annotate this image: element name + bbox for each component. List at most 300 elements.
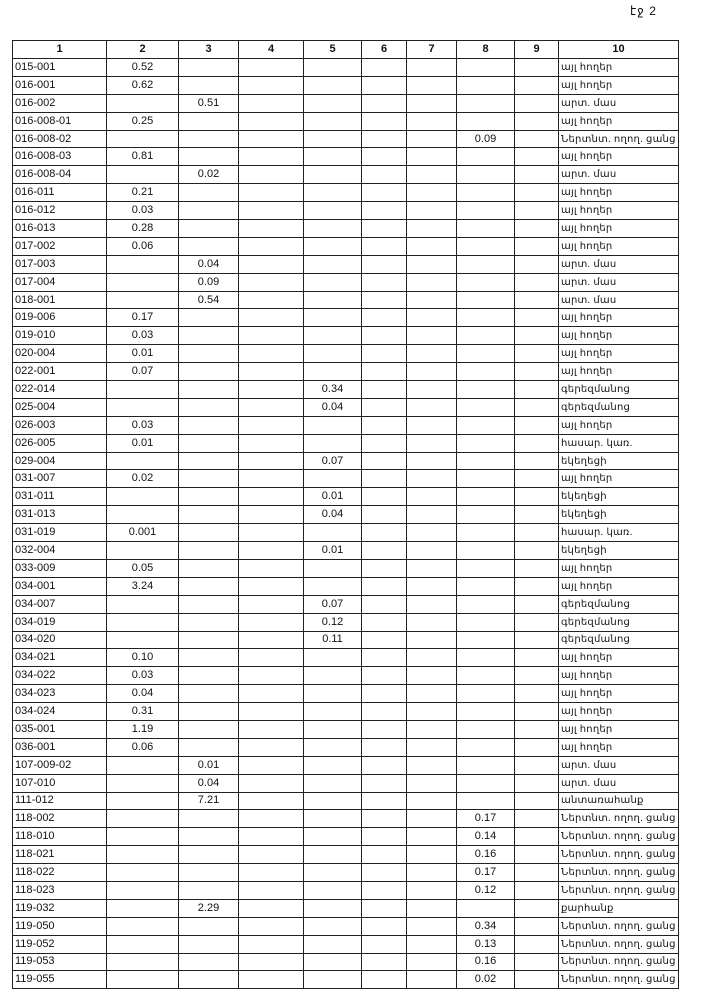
area-value-cell xyxy=(239,273,304,291)
area-value-cell xyxy=(304,237,362,255)
area-value-cell xyxy=(179,846,239,864)
land-type-cell: այլ հողեր xyxy=(559,363,679,381)
area-value-cell xyxy=(407,273,457,291)
parcel-code-cell: 032-004 xyxy=(13,542,107,560)
area-value-cell: 0.16 xyxy=(457,953,515,971)
area-value-cell xyxy=(239,524,304,542)
table-row xyxy=(13,94,679,112)
table-row xyxy=(13,881,679,899)
parcel-code-cell: 119-052 xyxy=(13,935,107,953)
area-value-cell xyxy=(407,506,457,524)
area-value-cell xyxy=(407,667,457,685)
area-value-cell xyxy=(457,488,515,506)
area-value-cell xyxy=(362,971,407,989)
parcel-code-cell: 017-004 xyxy=(13,273,107,291)
land-type-cell: այլ հողեր xyxy=(559,309,679,327)
area-value-cell xyxy=(457,327,515,345)
area-value-cell xyxy=(362,953,407,971)
table-row xyxy=(13,398,679,416)
area-value-cell xyxy=(515,577,559,595)
area-value-cell xyxy=(107,953,179,971)
area-value-cell xyxy=(457,756,515,774)
area-value-cell xyxy=(362,452,407,470)
table-row xyxy=(13,792,679,810)
area-value-cell xyxy=(362,685,407,703)
area-value-cell xyxy=(239,917,304,935)
area-value-cell xyxy=(407,112,457,130)
land-type-cell: այլ հողեր xyxy=(559,76,679,94)
area-value-cell xyxy=(239,184,304,202)
area-value-cell xyxy=(179,524,239,542)
area-value-cell xyxy=(107,166,179,184)
area-value-cell xyxy=(304,363,362,381)
table-row xyxy=(13,756,679,774)
table-row xyxy=(13,202,679,220)
area-value-cell xyxy=(179,130,239,148)
land-type-cell: Ներտնտ. ողող. ցանց xyxy=(559,971,679,989)
area-value-cell xyxy=(362,59,407,77)
area-value-cell xyxy=(457,202,515,220)
area-value-cell xyxy=(515,398,559,416)
area-value-cell xyxy=(362,631,407,649)
area-value-cell xyxy=(362,345,407,363)
table-row xyxy=(13,363,679,381)
area-value-cell xyxy=(407,434,457,452)
area-value-cell xyxy=(107,381,179,399)
area-value-cell xyxy=(407,971,457,989)
area-value-cell xyxy=(515,542,559,560)
area-value-cell xyxy=(515,327,559,345)
area-value-cell xyxy=(107,917,179,935)
area-value-cell xyxy=(457,792,515,810)
area-value-cell xyxy=(457,542,515,560)
parcel-code-cell: 015-001 xyxy=(13,59,107,77)
area-value-cell xyxy=(362,381,407,399)
area-value-cell xyxy=(107,94,179,112)
area-value-cell xyxy=(304,130,362,148)
area-value-cell xyxy=(457,577,515,595)
area-value-cell xyxy=(304,917,362,935)
area-value-cell xyxy=(407,255,457,273)
area-value-cell: 0.10 xyxy=(107,649,179,667)
area-value-cell xyxy=(239,756,304,774)
area-value-cell: 2.29 xyxy=(179,899,239,917)
area-value-cell: 0.11 xyxy=(304,631,362,649)
land-type-cell: քարհանք xyxy=(559,899,679,917)
area-value-cell xyxy=(362,202,407,220)
area-value-cell xyxy=(457,220,515,238)
table-row xyxy=(13,613,679,631)
area-value-cell xyxy=(515,971,559,989)
parcel-code-cell: 031-007 xyxy=(13,470,107,488)
area-value-cell xyxy=(407,595,457,613)
area-value-cell xyxy=(239,416,304,434)
land-type-cell: անտառահանք xyxy=(559,792,679,810)
parcel-code-cell: 118-021 xyxy=(13,846,107,864)
area-value-cell xyxy=(239,398,304,416)
land-type-cell: Ներտնտ. ողող. ցանց xyxy=(559,130,679,148)
area-value-cell xyxy=(239,864,304,882)
area-value-cell xyxy=(407,792,457,810)
area-value-cell xyxy=(239,577,304,595)
table-row xyxy=(13,381,679,399)
area-value-cell xyxy=(107,291,179,309)
area-value-cell xyxy=(362,846,407,864)
area-value-cell xyxy=(362,488,407,506)
area-value-cell xyxy=(457,452,515,470)
land-type-cell: Ներտնտ. ողող. ցանց xyxy=(559,917,679,935)
area-value-cell xyxy=(304,667,362,685)
parcel-code-cell: 118-010 xyxy=(13,828,107,846)
land-parcel-table xyxy=(12,40,679,989)
area-value-cell xyxy=(179,703,239,721)
area-value-cell: 0.01 xyxy=(107,434,179,452)
area-value-cell xyxy=(239,506,304,524)
parcel-code-cell: 118-023 xyxy=(13,881,107,899)
column-header-4: 4 xyxy=(239,41,304,59)
area-value-cell xyxy=(179,76,239,94)
area-value-cell xyxy=(515,273,559,291)
area-value-cell xyxy=(304,703,362,721)
area-value-cell xyxy=(457,703,515,721)
land-type-cell: Ներտնտ. ողող. ցանց xyxy=(559,953,679,971)
area-value-cell xyxy=(457,94,515,112)
area-value-cell xyxy=(107,846,179,864)
land-type-cell: այլ հողեր xyxy=(559,577,679,595)
parcel-code-cell: 022-001 xyxy=(13,363,107,381)
table-row xyxy=(13,738,679,756)
area-value-cell xyxy=(457,166,515,184)
area-value-cell xyxy=(179,398,239,416)
area-value-cell xyxy=(304,864,362,882)
land-type-cell: Ներտնտ. ողող. ցանց xyxy=(559,828,679,846)
area-value-cell xyxy=(107,864,179,882)
area-value-cell xyxy=(515,309,559,327)
area-value-cell xyxy=(515,703,559,721)
table-row xyxy=(13,59,679,77)
area-value-cell: 0.05 xyxy=(107,559,179,577)
area-value-cell xyxy=(179,202,239,220)
table-row xyxy=(13,184,679,202)
land-type-cell: հասար. կառ. xyxy=(559,434,679,452)
area-value-cell xyxy=(515,846,559,864)
area-value-cell xyxy=(239,470,304,488)
area-value-cell xyxy=(362,112,407,130)
area-value-cell xyxy=(407,953,457,971)
area-value-cell xyxy=(515,738,559,756)
area-value-cell xyxy=(407,577,457,595)
area-value-cell xyxy=(407,398,457,416)
area-value-cell xyxy=(515,470,559,488)
land-type-cell: եկեղեցի xyxy=(559,452,679,470)
area-value-cell xyxy=(239,613,304,631)
parcel-code-cell: 119-050 xyxy=(13,917,107,935)
column-header-2: 2 xyxy=(107,41,179,59)
table-row xyxy=(13,846,679,864)
area-value-cell xyxy=(239,685,304,703)
area-value-cell: 0.13 xyxy=(457,935,515,953)
area-value-cell: 7.21 xyxy=(179,792,239,810)
land-type-cell: արտ. մաս xyxy=(559,291,679,309)
area-value-cell xyxy=(457,398,515,416)
area-value-cell xyxy=(407,899,457,917)
area-value-cell xyxy=(457,255,515,273)
parcel-code-cell: 034-007 xyxy=(13,595,107,613)
land-type-cell: Ներտնտ. ողող. ցանց xyxy=(559,881,679,899)
area-value-cell xyxy=(239,595,304,613)
area-value-cell xyxy=(457,613,515,631)
land-type-cell: այլ հողեր xyxy=(559,416,679,434)
area-value-cell: 0.04 xyxy=(179,774,239,792)
parcel-code-cell: 034-021 xyxy=(13,649,107,667)
area-value-cell: 0.17 xyxy=(107,309,179,327)
area-value-cell: 0.52 xyxy=(107,59,179,77)
area-value-cell xyxy=(179,381,239,399)
area-value-cell xyxy=(457,291,515,309)
land-type-cell: արտ. մաս xyxy=(559,94,679,112)
land-type-cell: արտ. մաս xyxy=(559,273,679,291)
area-value-cell xyxy=(515,864,559,882)
area-value-cell xyxy=(107,398,179,416)
area-value-cell xyxy=(515,720,559,738)
table-row xyxy=(13,524,679,542)
area-value-cell xyxy=(239,631,304,649)
area-value-cell xyxy=(515,881,559,899)
area-value-cell xyxy=(457,148,515,166)
area-value-cell xyxy=(304,846,362,864)
area-value-cell xyxy=(457,524,515,542)
area-value-cell xyxy=(407,542,457,560)
table-row xyxy=(13,327,679,345)
area-value-cell xyxy=(239,166,304,184)
area-value-cell xyxy=(179,828,239,846)
area-value-cell: 0.01 xyxy=(304,488,362,506)
area-value-cell xyxy=(515,59,559,77)
area-value-cell xyxy=(457,470,515,488)
area-value-cell xyxy=(179,595,239,613)
area-value-cell xyxy=(457,59,515,77)
land-type-cell: Ներտնտ. ողող. ցանց xyxy=(559,864,679,882)
table-row xyxy=(13,685,679,703)
area-value-cell xyxy=(239,76,304,94)
area-value-cell xyxy=(239,559,304,577)
area-value-cell xyxy=(515,148,559,166)
area-value-cell xyxy=(304,685,362,703)
area-value-cell: 0.03 xyxy=(107,416,179,434)
area-value-cell xyxy=(239,774,304,792)
area-value-cell xyxy=(362,327,407,345)
area-value-cell xyxy=(407,202,457,220)
land-type-cell: եկեղեցի xyxy=(559,488,679,506)
land-parcel-table-wrapper xyxy=(12,40,679,989)
area-value-cell xyxy=(457,774,515,792)
area-value-cell xyxy=(515,112,559,130)
area-value-cell: 0.01 xyxy=(304,542,362,560)
area-value-cell xyxy=(407,363,457,381)
parcel-code-cell: 034-024 xyxy=(13,703,107,721)
area-value-cell xyxy=(407,613,457,631)
area-value-cell xyxy=(515,953,559,971)
table-row xyxy=(13,559,679,577)
area-value-cell xyxy=(407,291,457,309)
area-value-cell xyxy=(239,971,304,989)
area-value-cell xyxy=(407,452,457,470)
area-value-cell xyxy=(179,112,239,130)
parcel-code-cell: 016-008-02 xyxy=(13,130,107,148)
land-type-cell: այլ հողեր xyxy=(559,559,679,577)
area-value-cell xyxy=(304,59,362,77)
area-value-cell: 0.01 xyxy=(179,756,239,774)
area-value-cell xyxy=(457,381,515,399)
area-value-cell: 0.06 xyxy=(107,237,179,255)
area-value-cell xyxy=(107,130,179,148)
area-value-cell: 0.01 xyxy=(107,345,179,363)
parcel-code-cell: 118-002 xyxy=(13,810,107,828)
area-value-cell xyxy=(304,559,362,577)
area-value-cell xyxy=(515,524,559,542)
area-value-cell xyxy=(457,506,515,524)
area-value-cell xyxy=(239,237,304,255)
land-type-cell: այլ հողեր xyxy=(559,685,679,703)
land-type-cell: գերեզմանոց xyxy=(559,595,679,613)
land-type-cell: գերեզմանոց xyxy=(559,381,679,399)
area-value-cell xyxy=(239,112,304,130)
area-value-cell xyxy=(457,559,515,577)
parcel-code-cell: 026-005 xyxy=(13,434,107,452)
area-value-cell xyxy=(362,470,407,488)
land-type-cell: հասար. կառ. xyxy=(559,524,679,542)
area-value-cell xyxy=(107,899,179,917)
area-value-cell xyxy=(457,631,515,649)
column-header-5: 5 xyxy=(304,41,362,59)
area-value-cell xyxy=(407,631,457,649)
area-value-cell xyxy=(362,864,407,882)
area-value-cell: 0.001 xyxy=(107,524,179,542)
area-value-cell xyxy=(362,184,407,202)
area-value-cell xyxy=(407,756,457,774)
area-value-cell xyxy=(179,917,239,935)
area-value-cell xyxy=(457,345,515,363)
area-value-cell xyxy=(407,488,457,506)
parcel-code-cell: 018-001 xyxy=(13,291,107,309)
parcel-code-cell: 031-011 xyxy=(13,488,107,506)
area-value-cell: 1.19 xyxy=(107,720,179,738)
area-value-cell xyxy=(362,94,407,112)
area-value-cell xyxy=(515,452,559,470)
area-value-cell xyxy=(457,720,515,738)
table-row xyxy=(13,470,679,488)
area-value-cell xyxy=(179,810,239,828)
area-value-cell xyxy=(179,685,239,703)
area-value-cell: 0.04 xyxy=(304,398,362,416)
area-value-cell: 0.14 xyxy=(457,828,515,846)
area-value-cell xyxy=(362,524,407,542)
area-value-cell: 0.25 xyxy=(107,112,179,130)
area-value-cell xyxy=(362,774,407,792)
area-value-cell xyxy=(179,345,239,363)
table-row xyxy=(13,220,679,238)
area-value-cell xyxy=(239,363,304,381)
table-row xyxy=(13,720,679,738)
area-value-cell xyxy=(515,488,559,506)
area-value-cell: 0.21 xyxy=(107,184,179,202)
land-type-cell: այլ հողեր xyxy=(559,667,679,685)
land-type-cell: այլ հողեր xyxy=(559,237,679,255)
area-value-cell xyxy=(239,130,304,148)
area-value-cell xyxy=(179,237,239,255)
area-value-cell xyxy=(407,130,457,148)
area-value-cell xyxy=(239,846,304,864)
area-value-cell xyxy=(179,184,239,202)
area-value-cell xyxy=(515,613,559,631)
area-value-cell: 0.06 xyxy=(107,738,179,756)
table-row xyxy=(13,291,679,309)
table-row xyxy=(13,595,679,613)
area-value-cell xyxy=(515,434,559,452)
parcel-code-cell: 111-012 xyxy=(13,792,107,810)
area-value-cell xyxy=(304,148,362,166)
area-value-cell xyxy=(515,685,559,703)
parcel-code-cell: 034-001 xyxy=(13,577,107,595)
area-value-cell xyxy=(304,327,362,345)
table-row xyxy=(13,488,679,506)
area-value-cell xyxy=(407,166,457,184)
area-value-cell xyxy=(362,756,407,774)
area-value-cell: 0.34 xyxy=(457,917,515,935)
table-row xyxy=(13,667,679,685)
area-value-cell xyxy=(304,971,362,989)
area-value-cell xyxy=(407,327,457,345)
land-type-cell: գերեզմանոց xyxy=(559,613,679,631)
land-type-cell: այլ հողեր xyxy=(559,720,679,738)
area-value-cell xyxy=(362,613,407,631)
parcel-code-cell: 031-013 xyxy=(13,506,107,524)
parcel-code-cell: 016-002 xyxy=(13,94,107,112)
area-value-cell xyxy=(362,720,407,738)
area-value-cell xyxy=(179,631,239,649)
land-type-cell: արտ. մաս xyxy=(559,166,679,184)
area-value-cell xyxy=(239,202,304,220)
area-value-cell: 0.02 xyxy=(179,166,239,184)
parcel-code-cell: 034-019 xyxy=(13,613,107,631)
area-value-cell xyxy=(362,309,407,327)
area-value-cell xyxy=(407,381,457,399)
area-value-cell xyxy=(179,309,239,327)
parcel-code-cell: 035-001 xyxy=(13,720,107,738)
area-value-cell: 0.04 xyxy=(107,685,179,703)
column-header-1: 1 xyxy=(13,41,107,59)
area-value-cell: 0.09 xyxy=(457,130,515,148)
area-value-cell xyxy=(304,470,362,488)
area-value-cell xyxy=(239,327,304,345)
parcel-code-cell: 022-014 xyxy=(13,381,107,399)
column-header-3: 3 xyxy=(179,41,239,59)
table-header-row xyxy=(13,41,679,59)
area-value-cell xyxy=(362,738,407,756)
column-header-9: 9 xyxy=(515,41,559,59)
area-value-cell: 0.12 xyxy=(304,613,362,631)
land-type-cell: արտ. մաս xyxy=(559,756,679,774)
area-value-cell xyxy=(407,774,457,792)
area-value-cell xyxy=(515,559,559,577)
table-row xyxy=(13,452,679,470)
area-value-cell xyxy=(239,828,304,846)
area-value-cell xyxy=(304,112,362,130)
parcel-code-cell: 119-053 xyxy=(13,953,107,971)
parcel-code-cell: 118-022 xyxy=(13,864,107,882)
parcel-code-cell: 029-004 xyxy=(13,452,107,470)
area-value-cell xyxy=(407,524,457,542)
